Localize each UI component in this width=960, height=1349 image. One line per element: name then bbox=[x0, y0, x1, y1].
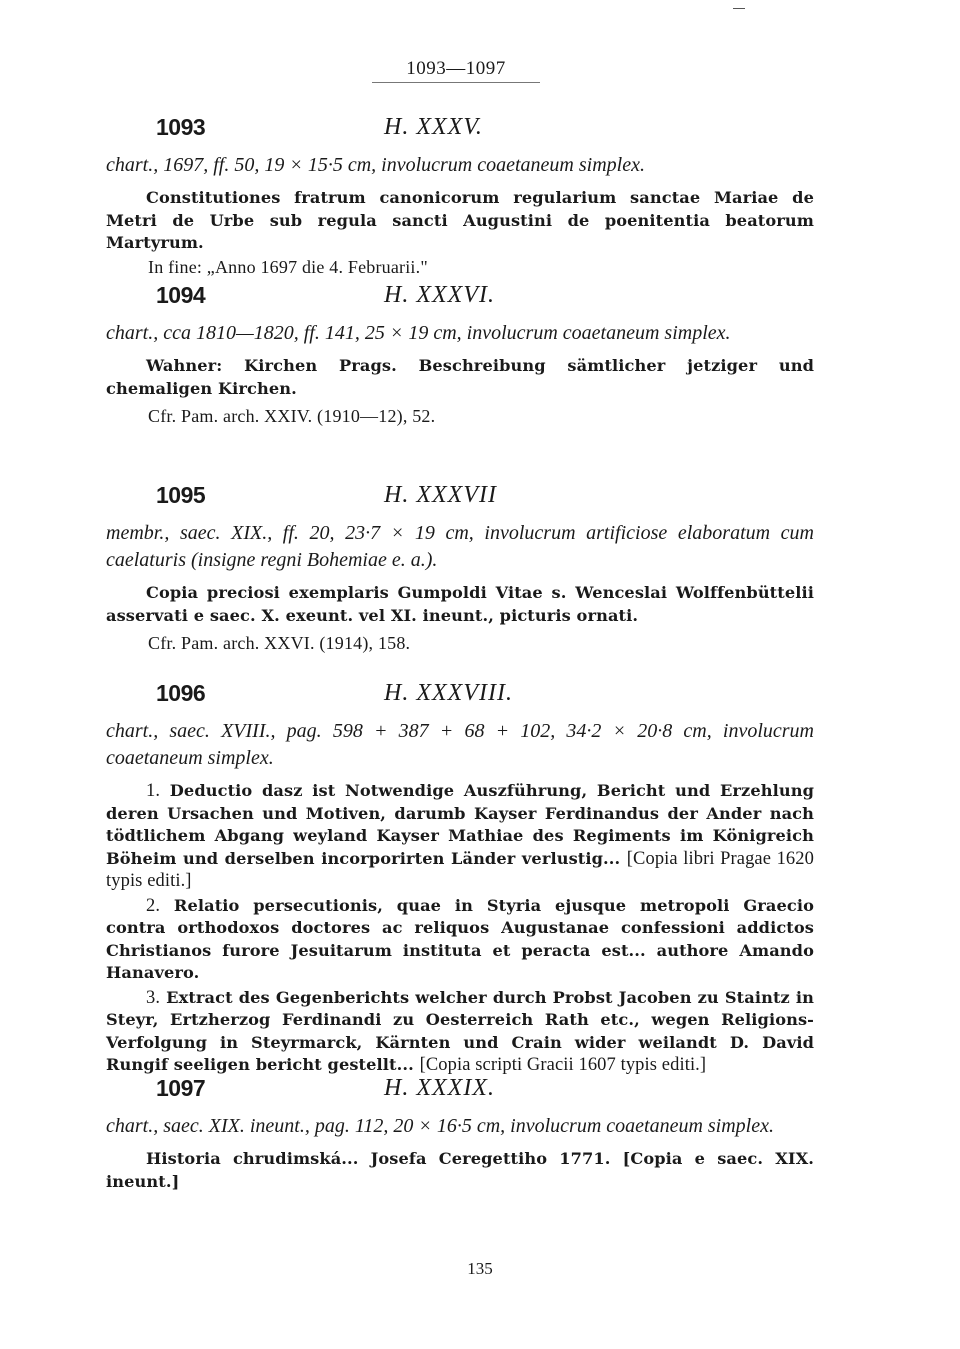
page-number: 135 bbox=[467, 1259, 493, 1278]
entry-title: Wahner: Kirchen Prags. Beschreibung sämtlicher jetziger und chemaligen Kirchen. bbox=[106, 356, 814, 398]
entry-title: Copia preciosi exemplaris Gumpoldi Vitae s. Wenceslai Wolffenbüttelii asservati e saec. X. exeunt. vel XI. ineunt., picturis ornati. bbox=[106, 583, 814, 625]
entry-note: In fine: „Anno 1697 die 4. Februarii." bbox=[148, 256, 428, 277]
entry-1095 bbox=[106, 482, 814, 654]
physical-description: chart., saec. XIX. ineunt., pag. 112, 20 × 16·5 cm, involucrum coaetaneum simplex. bbox=[106, 1115, 774, 1137]
item-number: 1. bbox=[146, 781, 161, 801]
shelf-mark: H. XXXVII bbox=[384, 482, 497, 508]
entry-note: Cfr. Pam. arch. XXIV. (1910—12), 52. bbox=[148, 406, 436, 426]
entry-note: Cfr. Pam. arch. XXVI. (1914), 158. bbox=[148, 633, 411, 653]
entry-1096 bbox=[106, 680, 814, 1077]
shelf-mark: H. XXXVI. bbox=[384, 282, 495, 308]
entry-1094 bbox=[106, 282, 814, 427]
physical-description: chart., cca 1810—1820, ff. 141, 25 × 19 cm, involucrum coaetaneum simplex. bbox=[106, 322, 731, 344]
entry-1097 bbox=[106, 1075, 814, 1193]
shelf-mark: H. XXXV. bbox=[384, 114, 483, 140]
item-number: 2. bbox=[146, 895, 161, 916]
physical-description: membr., saec. XIX., ff. 20, 23·7 × 19 cm, involucrum artificiose elaboratum cum caelaturis (insigne regni Bohemiae e. a.). bbox=[106, 522, 814, 571]
item-text: Extract des Gegenberichts welcher durch Probst Jacoben zu Staintz in Steyr, Ertzherzog Ferdinandi zu Oesterreich Rath etc., wegen Religions-Verfolgung in Steyrmarck, Kärnten und Crain wider weilandt D. David Rungif seeligen bericht gestellt... bbox=[106, 987, 814, 1074]
content-item-3 bbox=[106, 987, 814, 1077]
margin-mark bbox=[733, 8, 745, 9]
entry-title: Constitutiones fratrum canonicorum regularium sanctae Mariae de Metri de Urbe sub regula sancti Augustini de poenitentia beatorum Martyrum. bbox=[106, 188, 814, 252]
running-head: 1093—1097 bbox=[406, 58, 506, 79]
running-head-rule bbox=[372, 82, 540, 83]
item-number: 3. bbox=[146, 987, 161, 1008]
content-item-2 bbox=[106, 895, 814, 985]
entry-heading bbox=[106, 482, 814, 520]
item-note: [Copia libri Pragae 1620 typis editi.] bbox=[106, 848, 814, 891]
entry-number: 1097 bbox=[156, 1075, 206, 1101]
physical-description: chart., saec. XVIII., pag. 598 + 387 + 68 + 102, 34·2 × 20·8 cm, involucrum coaetaneum simplex. bbox=[106, 720, 814, 769]
entry-number: 1095 bbox=[156, 482, 206, 508]
entry-heading bbox=[106, 680, 814, 718]
entry-1093 bbox=[106, 114, 814, 278]
content-item-1 bbox=[106, 780, 814, 893]
item-text: Relatio persecutionis, quae in Styria ejusque metropoli Graecio contra orthodoxos doctores ac reliquos Augustanae confessioni addictos Christianos furore Jesuitarum instituta et peracta est... authore Amando Hanavero. bbox=[106, 895, 814, 982]
shelf-mark: H. XXXIX. bbox=[384, 1075, 495, 1101]
entry-title: Historia chrudimská... Josefa Ceregettiho 1771. [Copia e saec. XIX. ineunt.] bbox=[106, 1149, 814, 1191]
entry-number: 1093 bbox=[156, 114, 206, 140]
physical-description: chart., 1697, ff. 50, 19 × 15·5 cm, involucrum coaetaneum simplex. bbox=[106, 154, 645, 176]
entry-number: 1096 bbox=[156, 680, 206, 706]
entry-heading bbox=[106, 1075, 814, 1113]
item-text: Deductio dasz ist Notwendige Auszführung, Bericht und Erzehlung deren Ursachen und Motiven, darumb Kayser Ferdinandus der Ander nach tödtlichem Abgang weyland Kayser Mathiae des Regiments im Königreich Böheim und derselben incorporirten Länder verlustig... bbox=[106, 781, 814, 868]
item-note: [Copia scripti Gracii 1607 typis editi.] bbox=[419, 1055, 707, 1075]
entry-heading bbox=[106, 282, 814, 320]
shelf-mark: H. XXXVIII. bbox=[384, 680, 513, 706]
entry-heading bbox=[106, 114, 814, 152]
entry-number: 1094 bbox=[156, 282, 206, 308]
